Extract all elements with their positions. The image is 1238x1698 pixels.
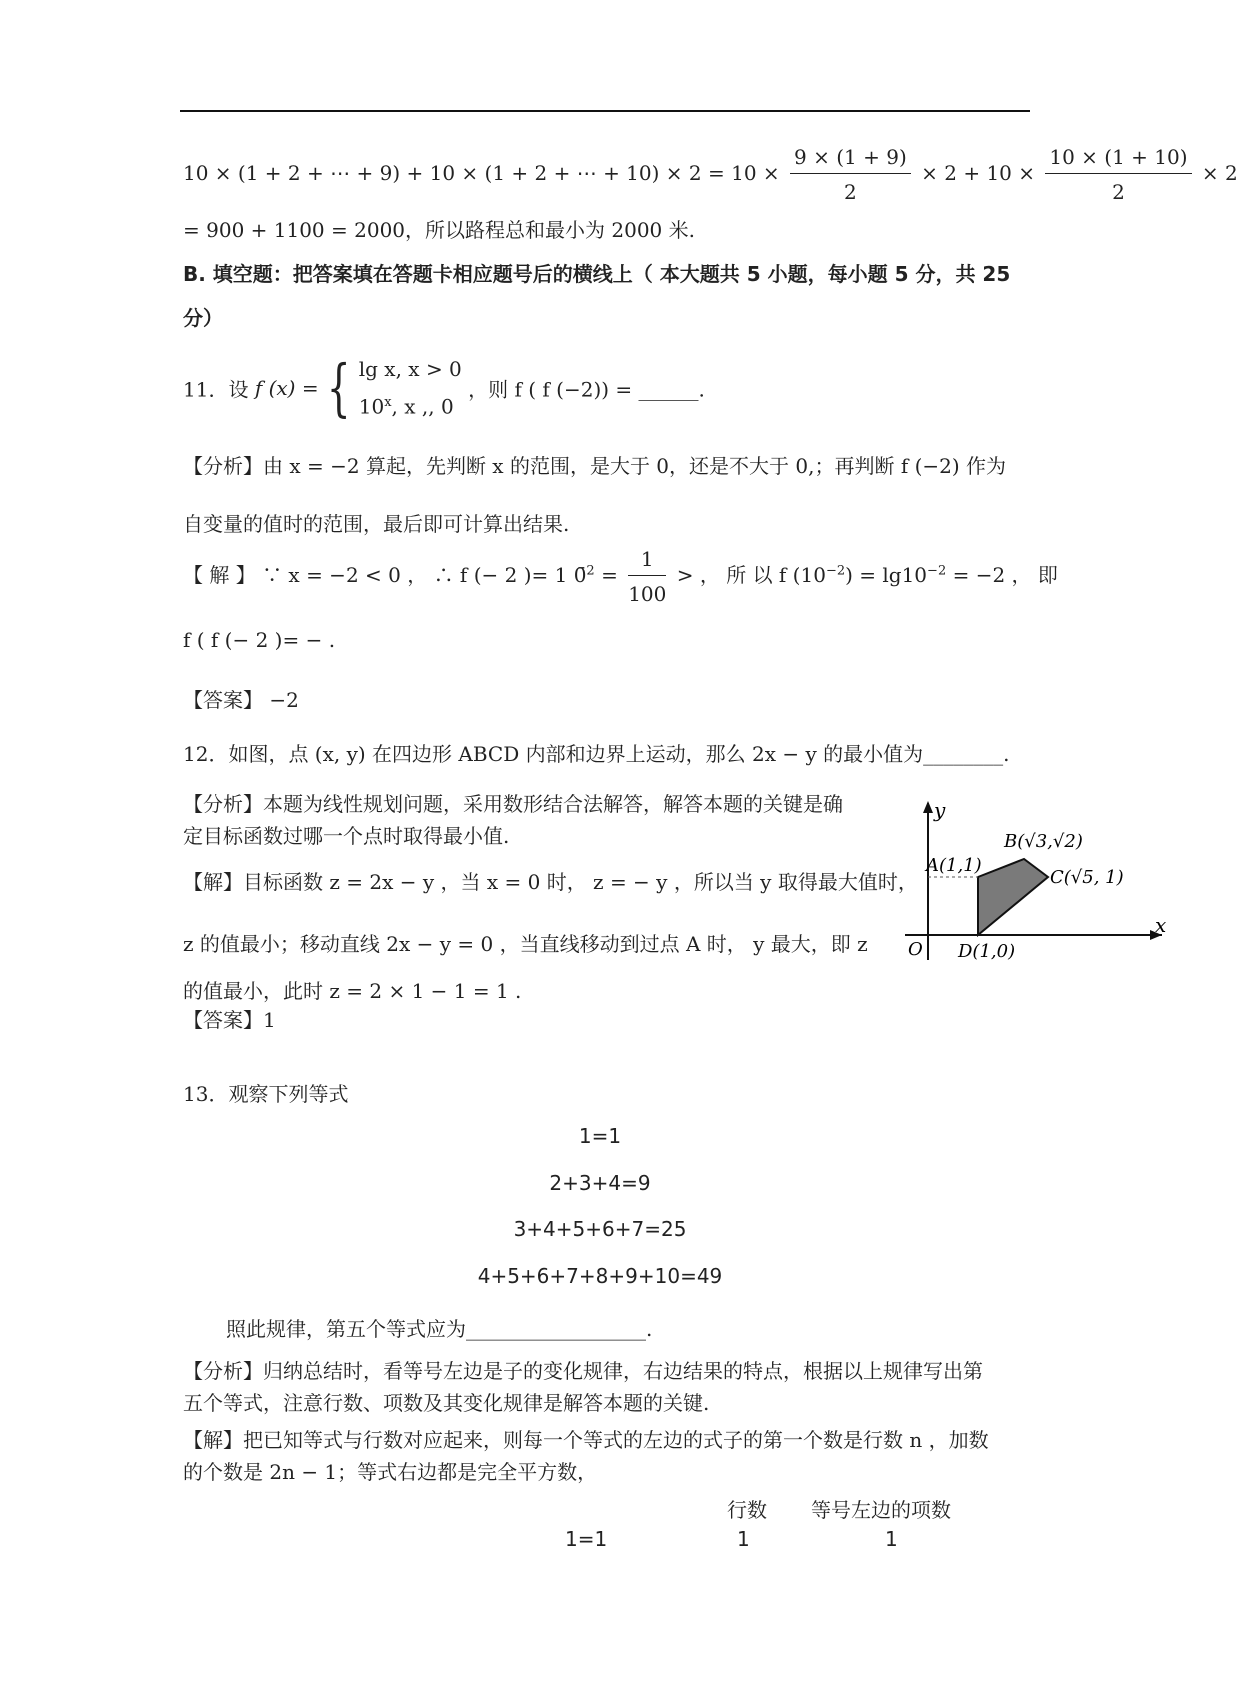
fraction-2 — [1045, 145, 1191, 204]
q11-brace: { — [326, 350, 351, 424]
q11-case-2-exp: x — [384, 395, 392, 410]
q11-number: 11．设 — [183, 377, 249, 402]
q12-answer: 【答案】1 — [183, 1008, 276, 1032]
y-axis-arrow — [923, 801, 933, 813]
q11-stem — [183, 352, 705, 424]
quadrilateral-abcd — [978, 859, 1048, 935]
q12-solution-2: z 的值最小；移动直线 2x − y = 0 ，当直线移动到过点 A 时， y 最大，即 z — [183, 932, 868, 956]
q13-table-head-terms: 等号左边的项数 — [811, 1498, 951, 1522]
q12-analysis-1: 【分析】本题为线性规划问题，采用数形结合法解答，解答本题的关键是确 — [183, 792, 843, 816]
origin-label: O — [908, 939, 923, 960]
q13-ask: 照此规律，第五个等式应为__________________. — [226, 1317, 653, 1341]
q11-sol-eq: = — [601, 563, 618, 587]
point-d-label: D(1,0) — [958, 941, 1016, 962]
calc-line-2: = 900 + 1100 = 2000，所以路程总和最小为 2000 米. — [183, 218, 696, 242]
q13-analysis-1: 【分析】归纳总结时，看等号左边是子的变化规律，右边结果的特点，根据以上规律写出第 — [183, 1359, 983, 1383]
q11-sol-b-exp: −2 — [825, 563, 846, 579]
q13-equation-4: 4+5+6+7+8+9+10=49 — [477, 1264, 723, 1288]
q11-fx: f (x) = — [254, 375, 319, 400]
q13-solution-1: 【解】把已知等式与行数对应起来，则每一个等式的左边的式子的第一个数是行数 n ，加数 — [183, 1428, 989, 1452]
q11-case-1: lg x, x > 0 — [358, 357, 462, 381]
q11-solution-1 — [183, 547, 1058, 606]
q11-sol-a: 【 解 】 ∵ x = −2 < 0 ， ∴ f (− 2 )= 1 0̄ — [183, 563, 587, 587]
q11-fraction — [628, 547, 666, 606]
q13-equation-2: 2+3+4=9 — [549, 1171, 651, 1195]
calc-mid: × 2 + 10 × — [921, 161, 1036, 185]
header-rule — [180, 110, 1030, 112]
q11-fraction-num: 1 — [628, 547, 666, 576]
q11-case-2 — [359, 386, 462, 424]
q13-row-1-rows: 1 — [737, 1527, 750, 1551]
q12-solution-3: 的值最小，此时 z = 2 × 1 − 1 = 1 . — [183, 979, 522, 1003]
q13-analysis-2: 五个等式，注意行数、项数及其变化规律是解答本题的关键. — [183, 1391, 710, 1415]
q12-figure — [900, 795, 1170, 965]
q11-case-2-rest: , x ,, 0 — [391, 394, 454, 419]
section-b-heading-cont: 分） — [183, 306, 223, 330]
q13-row-1-equation: 1=1 — [565, 1527, 608, 1551]
fraction-2-den: 2 — [1112, 180, 1125, 204]
q12-solution-1: 【解】目标函数 z = 2x − y ，当 x = 0 时， z = − y ，所以当 y 取得最大值时， — [183, 870, 918, 894]
point-c-label: C(√5, 1) — [1050, 867, 1124, 888]
q12-analysis-2: 定目标函数过哪一个点时取得最小值. — [183, 824, 510, 848]
fraction-1 — [790, 145, 911, 204]
q11-analysis-1: 【分析】由 x = −2 算起，先判断 x 的范围，是大于 0，还是不大于 0,；再判断 f (−2) 作为 — [183, 454, 1007, 478]
q11-sol-exp: 2 — [586, 563, 595, 579]
section-b-heading: B. 填空题：把答案填在答题卡相应题号后的横线上（ 本大题共 5 小题，每小题 5 分，共 25 — [183, 262, 1011, 286]
fraction-1-num: 9 × (1 + 9) — [790, 145, 911, 174]
q11-cases — [359, 352, 462, 424]
q11-analysis-2: 自变量的值时的范围，最后即可计算出结果. — [183, 512, 570, 536]
calc-line-1 — [183, 145, 1238, 204]
q13-stem: 13．观察下列等式 — [183, 1082, 349, 1106]
q11-solution-2: f ( f (− 2 )= − . — [183, 628, 336, 652]
q12-stem: 12．如图，点 (x, y) 在四边形 ABCD 内部和边界上运动，那么 2x − y 的最小值为________. — [183, 742, 1010, 766]
q13-equation-3: 3+4+5+6+7=25 — [513, 1217, 687, 1241]
y-label: y — [934, 798, 946, 822]
q11-sol-c-exp: −2 — [927, 563, 947, 579]
fraction-1-den: 2 — [844, 180, 857, 204]
q11-fraction-den: 100 — [628, 582, 667, 606]
q13-equation-1: 1=1 — [578, 1124, 622, 1148]
q13-table-head-rows: 行数 — [727, 1498, 767, 1522]
q11-sol-b: > ， 所 以 f (10 — [676, 563, 826, 587]
q11-answer: 【答案】 −2 — [183, 688, 299, 712]
fraction-2-num: 10 × (1 + 10) — [1045, 145, 1191, 174]
q11-sol-c: ) = lg10 — [845, 563, 928, 587]
q13-row-1-terms: 1 — [885, 1527, 898, 1551]
x-label: x — [1155, 913, 1167, 937]
calc-left: 10 × (1 + 2 + ⋯ + 9) + 10 × (1 + 2 + ⋯ + 10) × 2 = 10 × — [183, 161, 780, 185]
q13-solution-2: 的个数是 2n − 1；等式右边都是完全平方数， — [183, 1460, 598, 1484]
q11-ask: ，则 f ( f (−2)) = ______. — [468, 377, 705, 402]
point-a-label: A(1,1) — [926, 855, 982, 876]
point-b-label: B(√3,√2) — [1004, 831, 1083, 852]
calc-tail: × 2 — [1201, 161, 1238, 185]
q11-sol-d: = −2 ， 即 — [952, 563, 1058, 587]
q11-case-2-base: 10 — [358, 394, 385, 419]
